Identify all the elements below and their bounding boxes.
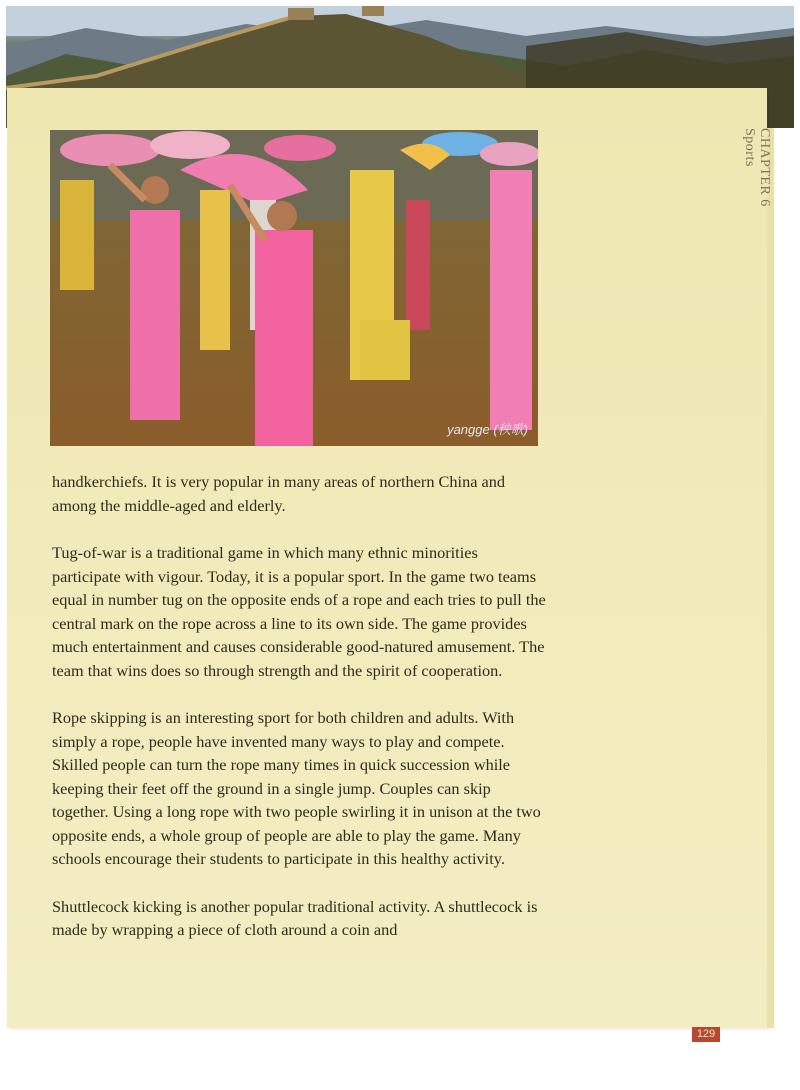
page-edge	[767, 128, 774, 1028]
photo-caption: yangge (秧歌)	[447, 422, 528, 437]
paragraph: Rope skipping is an interesting sport for both children and adults. With simply a rope, people have invented many ways to play and compete. Skilled people can turn the rope many times in quick succession while keeping their feet off the ground in a single jump. Couples can skip together. Using a long rope with two people swirling it in unison at the two opposite ends, a whole group of people are able to play the game. Many schools encourage their students to participate in this healthy activity.	[52, 708, 541, 868]
paragraph: handkerchiefs. It is very popular in many areas of northern China and among the middle-aged and elderly.	[52, 472, 506, 515]
paragraph: Shuttlecock kicking is another popular traditional activity. A shuttlecock is made by wrapping a piece of cloth around a coin and	[52, 896, 538, 939]
page-number: 129	[692, 1027, 720, 1042]
paragraph: Tug-of-war is a traditional game in which many ethnic minorities participate with vigour. Today, it is a popular sport. In the game two teams equal in number tug on the opposite ends of a rope and each tries to pull the central mark on the rope across a line to its own side. The game provides much entertainment and causes considerable good-natured amusement. The team that wins does so through strength and the spirit of cooperation.	[52, 543, 546, 680]
body-text	[52, 470, 547, 966]
running-header	[742, 128, 772, 207]
section-label: Sports	[742, 128, 757, 167]
chapter-label: CHAPTER 6	[757, 128, 772, 207]
yangge-dance-photo	[50, 130, 538, 446]
